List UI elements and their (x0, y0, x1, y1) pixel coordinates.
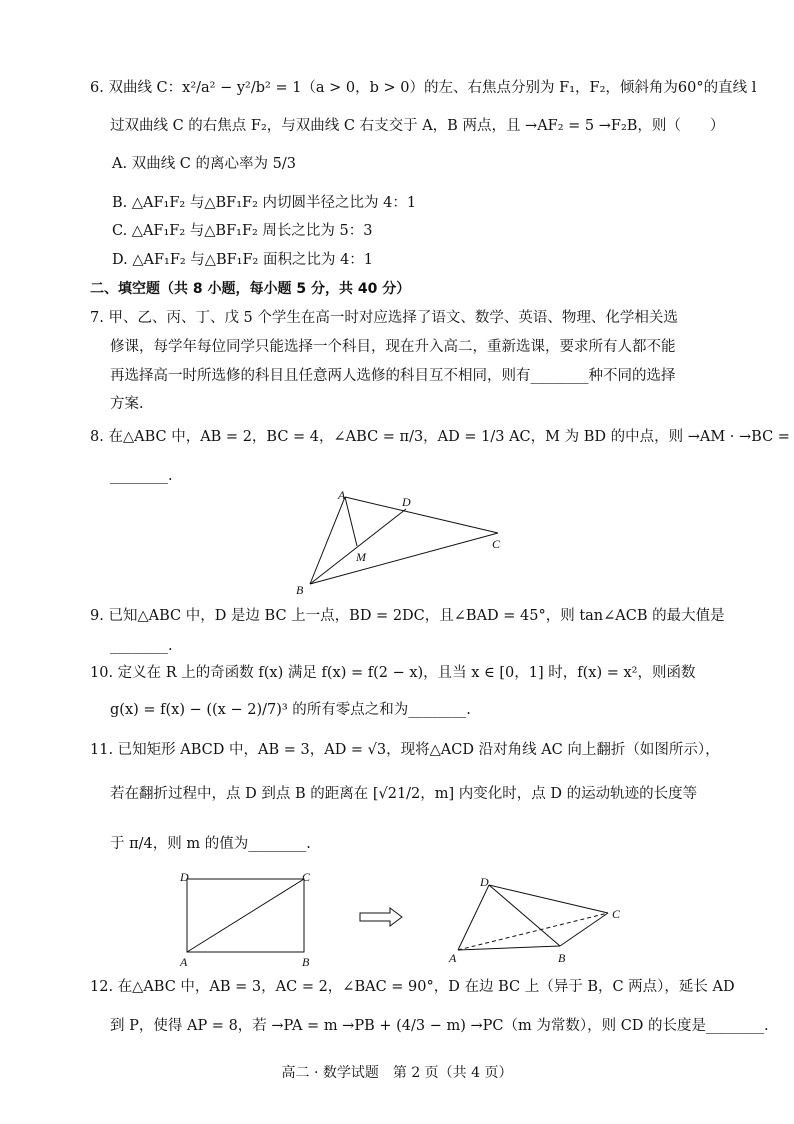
q6-line2: 过双曲线 C 的右焦点 F₂，与双曲线 C 右支交于 A，B 两点，且 →AF₂ = 5 →F₂B，则（ ） (110, 118, 725, 134)
q6-option-a: A. 双曲线 C 的离心率为 5/3 (112, 156, 296, 172)
q8-label-m: M (356, 550, 366, 564)
q11-line2: 若在翻折过程中，点 D 到点 B 的距离在 [√21/2，m] 内变化时，点 D 的运动轨迹的长度等 (110, 786, 698, 802)
q11-edge-db (489, 885, 560, 946)
q11-fold-label-a: A (449, 951, 457, 965)
q11-edge-ac-hidden (458, 913, 608, 950)
fold-arrow-icon (360, 908, 402, 926)
q10-line2: g(x) = f(x) − ((x − 2)/7)³ 的所有零点之和为________. (110, 702, 471, 718)
q6-option-c: C. △AF₁F₂ 与△BF₁F₂ 周长之比为 5：3 (112, 223, 373, 239)
q8-segment-bd (310, 509, 406, 584)
q11-line1: 11. 已知矩形 ABCD 中，AB = 3，AD = √3，现将△ACD 沿对角线 AC 向上翻折（如图所示）， (90, 742, 720, 758)
q12-line2: 到 P，使得 AP = 8，若 →PA = m →PB + (4/3 − m) →PC（m 为常数），则 CD 的长度是________. (110, 1018, 769, 1034)
q9-line1: 9. 已知△ABC 中，D 是边 BC 上一点，BD = 2DC，且∠BAD = 45°，则 tan∠ACB 的最大值是 (90, 608, 725, 624)
section-title: 二、填空题（共 8 小题，每小题 5 分，共 40 分） (90, 281, 411, 297)
q11-rect-label-d: D (180, 870, 189, 884)
q8-line1: 8. 在△ABC 中，AB = 2，BC = 4，∠ABC = π/3，AD = 1/3 AC，M 为 BD 的中点，则 →AM · →BC = (90, 429, 790, 445)
q11-diagonal-ac (187, 879, 304, 952)
q6-option-d: D. △AF₁F₂ 与△BF₁F₂ 面积之比为 4：1 (112, 252, 374, 268)
q8-edge-ac (345, 497, 498, 533)
q11-edge-ad (458, 885, 489, 950)
q11-fold-label-b: B (558, 951, 566, 965)
q11-rect-label-a: A (180, 955, 188, 968)
q8-segment-am (345, 497, 357, 546)
q7-line3: 再选择高一时所选修的科目且任意两人选修的科目互不相同，则有________种不同的选择 (110, 368, 676, 384)
q11-rect-label-b: B (302, 955, 310, 968)
q11-fold-label-c: C (612, 907, 621, 921)
q11-line3: 于 π/4，则 m 的值为________. (110, 836, 311, 852)
q10-line1: 10. 定义在 R 上的奇函数 f(x) 满足 f(x) = f(2 − x)，且当 x ∈ [0，1] 时，f(x) = x²，则函数 (90, 665, 696, 681)
q11-fold-figure (176, 868, 636, 968)
q8-line2: ________. (110, 468, 173, 484)
q8-triangle-figure (290, 488, 510, 598)
q8-label-b: B (296, 583, 304, 597)
q6-line1: 6. 双曲线 C：x²/a² − y²/b² = 1（a > 0，b > 0）的左、右焦点分别为 F₁，F₂，倾斜角为60°的直线 l (90, 80, 757, 96)
q7-line2: 修课，每学年每位同学只能选择一个科目，现在升入高二，重新选课，要求所有人都不能 (110, 339, 676, 355)
q11-edge-dc (489, 885, 608, 913)
q8-label-a: A (338, 488, 346, 502)
q12-line1: 12. 在△ABC 中，AB = 3，AC = 2，∠BAC = 90°，D 在边 BC 上（异于 B，C 两点），延长 AD (90, 979, 735, 995)
q9-line2: ________. (110, 638, 173, 654)
q7-line1: 7. 甲、乙、丙、丁、戊 5 个学生在高一时对应选择了语文、数学、英语、物理、化学相关选 (90, 310, 678, 326)
q11-edge-bc (560, 913, 608, 946)
q11-fold-label-d: D (480, 875, 489, 889)
page-footer: 高二 · 数学试题 第 2 页（共 4 页） (281, 1065, 513, 1081)
q7-line4: 方案. (110, 396, 144, 412)
q8-edge-bc (310, 533, 498, 584)
q8-label-c: C (492, 537, 501, 551)
q8-label-d: D (402, 495, 411, 509)
q11-rect-label-c: C (302, 870, 311, 884)
q6-option-b: B. △AF₁F₂ 与△BF₁F₂ 内切圆半径之比为 4：1 (112, 195, 417, 211)
